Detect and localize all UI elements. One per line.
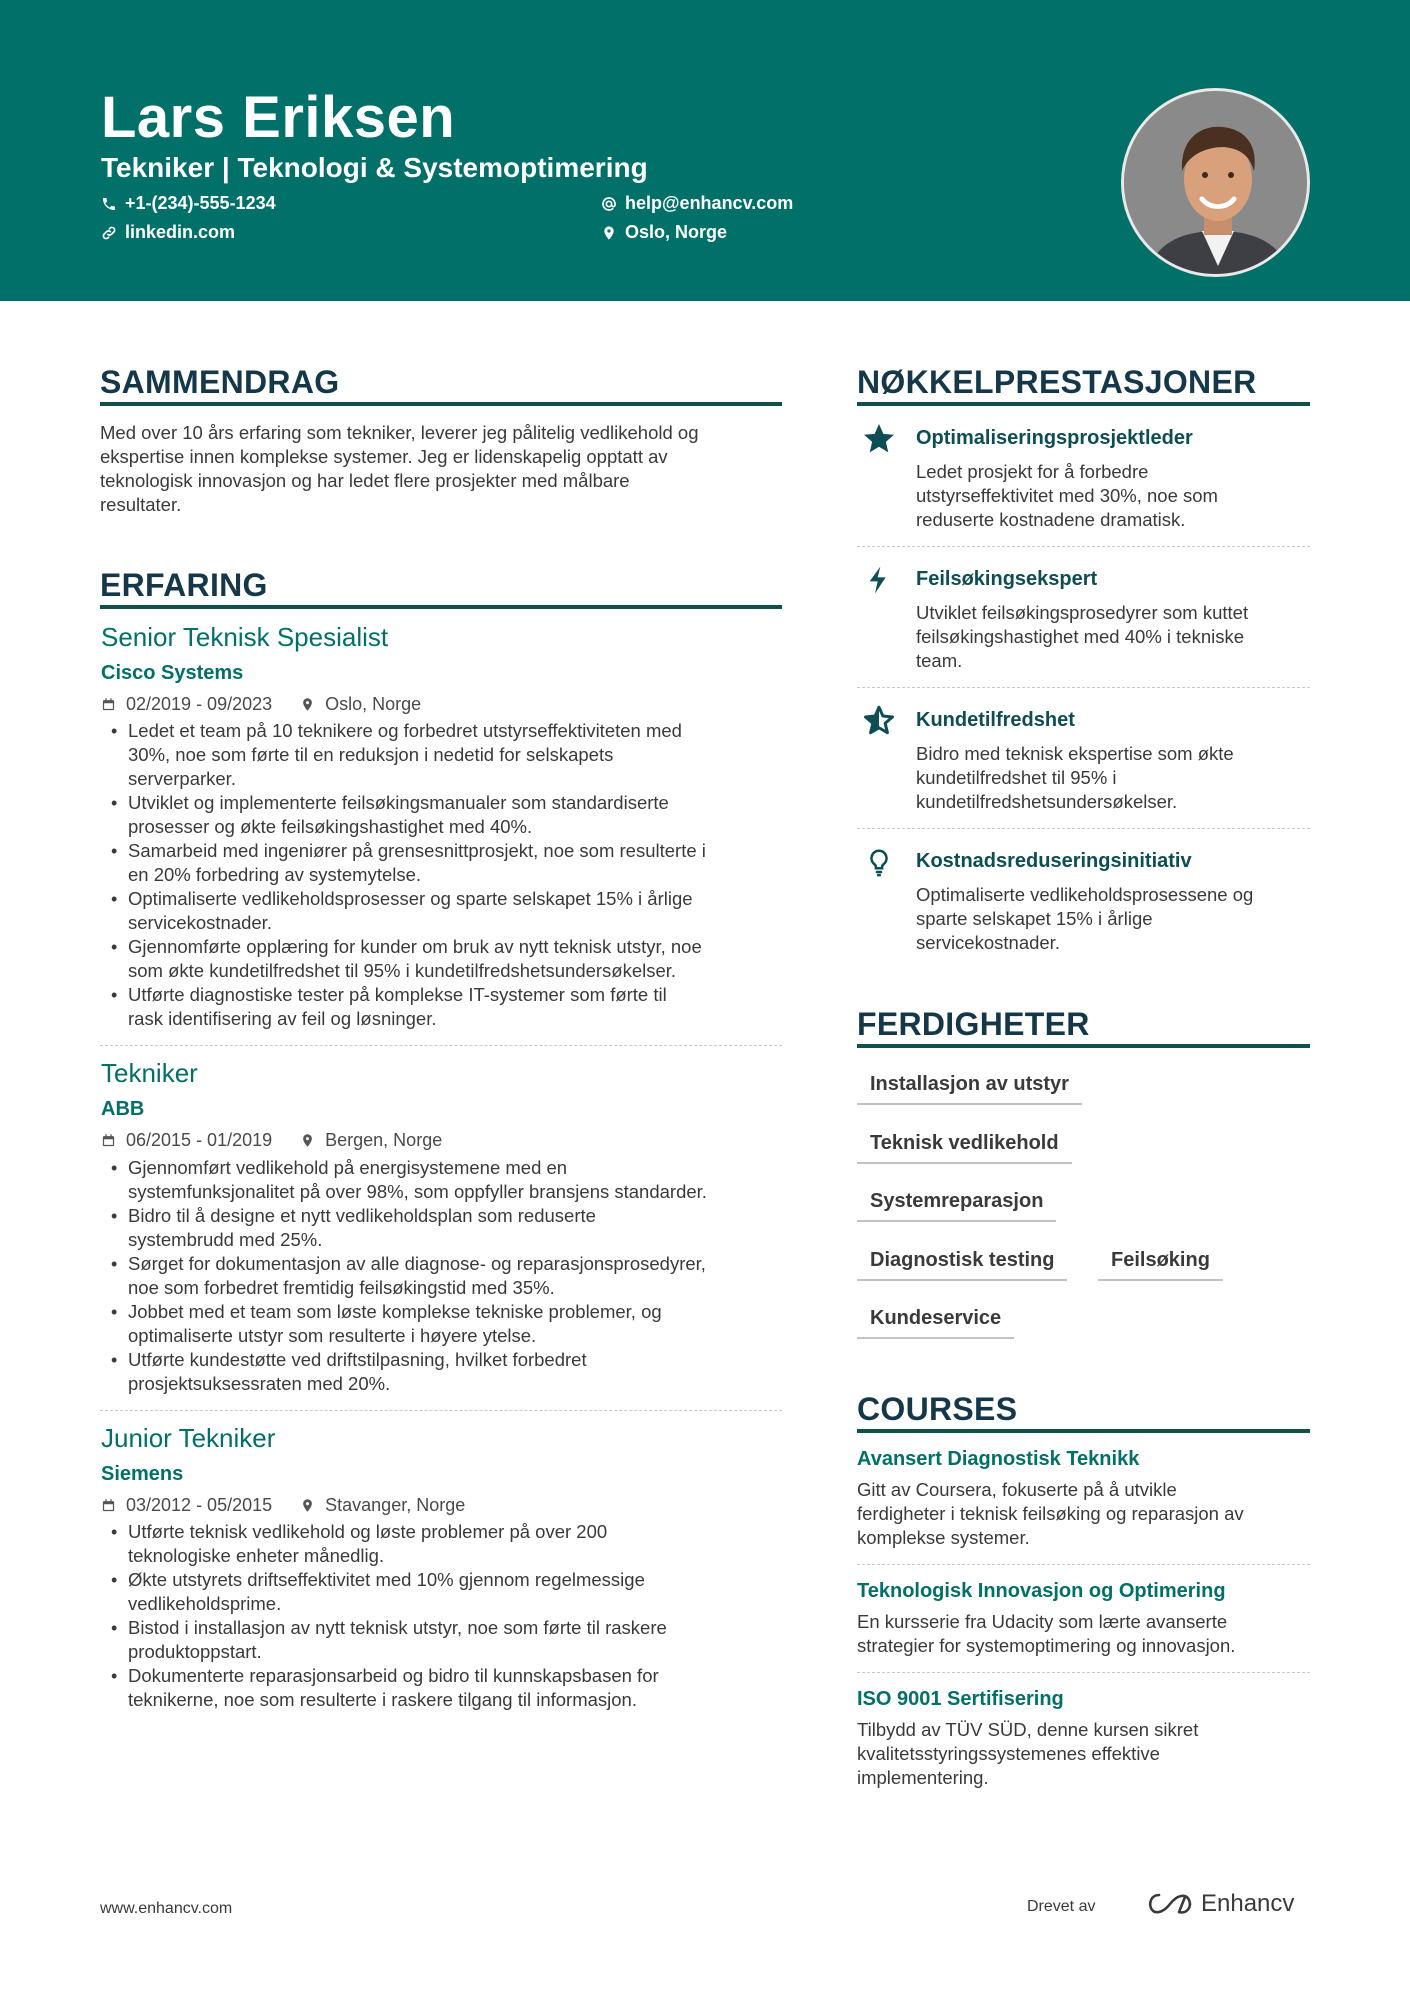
bullet-item: • Utviklet og implementerte feilsøkingsmanualer som standardiserte prosesser og økte feilsøkingshastighet med 40%. (101, 791, 791, 839)
profile-photo (1121, 88, 1310, 277)
experience-rule (100, 605, 782, 609)
experience-heading: ERFARING (100, 567, 268, 603)
course-title: ISO 9001 Sertifisering (857, 1688, 1064, 1710)
contact-email[interactable] (601, 193, 793, 214)
course-desc: Tilbydd av TÜV SÜD, denne kursen sikret kvalitetsstyringssystemenes effektive implementering. (857, 1719, 1199, 1788)
lightbulb-icon (860, 843, 898, 881)
course-desc: En kursserie fra Udacity som lærte avanserte strategier for systemoptimering og innovasjon. (857, 1611, 1236, 1656)
star-icon (860, 420, 898, 458)
contact-location (601, 222, 727, 243)
job-dates: 06/2015 - 01/2019 (126, 1130, 273, 1150)
skill-tag: Systemreparasjon (857, 1190, 1056, 1222)
courses-rule (857, 1429, 1310, 1433)
skill-tag: Installasjon av utstyr (857, 1073, 1082, 1105)
job-bullets (101, 719, 791, 1031)
calendar-icon (101, 1498, 116, 1513)
enhancv-logo-icon (1147, 1891, 1193, 1917)
job-role: Senior Teknisk Spesialist (101, 622, 389, 652)
bullet-item: • Utførte kundestøtte ved driftstilpasning, hvilket forbedret prosjektsuksessraten med 20%. (101, 1348, 791, 1396)
bullet-item: • Samarbeid med ingeniører på grensesnittprosjekt, noe som resulterte i en 20% forbedring av systemytelse. (101, 839, 791, 887)
enhancv-logo[interactable] (1147, 1890, 1294, 1918)
summary-line: teknologisk innovasjon og har ledet flere prosjekter med målbare (100, 470, 630, 491)
summary-line: Med over 10 års erfaring som tekniker, leverer jeg pålitelig vedlikehold og (100, 422, 699, 443)
course-title: Teknologisk Innovasjon og Optimering (857, 1580, 1226, 1602)
bullet-item: • Økte utstyrets driftseffektivitet med 10% gjennom regelmessige vedlikeholdsprime. (101, 1568, 791, 1616)
bullet-item: • Utførte teknisk vedlikehold og løste problemer på over 200 teknologiske enheter månedlig. (101, 1520, 791, 1568)
achievement-desc: Bidro med teknisk ekspertise som økte kundetilfredshet til 95% i kundetilfredshetsundersøkelser. (916, 743, 1234, 812)
job-location (300, 694, 421, 715)
achievement-desc: Utviklet feilsøkingsprosedyrer som kuttet feilsøkingshastighet med 40% i tekniske team. (916, 602, 1249, 671)
achievements-heading: NØKKELPRESTASJONER (857, 364, 1257, 400)
enhancv-brand-text: Enhancv (1201, 1890, 1295, 1917)
bullet-item: • Bistod i installasjon av nytt teknisk utstyr, noe som førte til raskere produktoppstart. (101, 1616, 791, 1664)
footer-powered-by: Drevet av (1027, 1898, 1096, 1915)
skills-rule (857, 1044, 1310, 1048)
job-location (300, 1495, 465, 1516)
skills-heading: FERDIGHETER (857, 1006, 1090, 1042)
summary-line: resultater. (100, 494, 182, 515)
achievement-desc: Ledet prosjekt for å forbedre utstyrseffektivitet med 30%, noe som reduserte kostnadene dramatisk. (916, 461, 1218, 530)
summary-text (100, 421, 800, 517)
courses-heading: COURSES (857, 1391, 1018, 1427)
calendar-icon (101, 1133, 116, 1148)
divider (857, 1564, 1310, 1565)
bullet-item: • Ledet et team på 10 teknikere og forbedret utstyrseffektiviteten med 30%, noe som førte til en reduksjon i nedetid for selskapets serverparker. (101, 719, 791, 791)
link-icon (101, 225, 117, 241)
job-dates: 03/2012 - 05/2015 (126, 1495, 273, 1515)
location-pin-icon (300, 697, 315, 712)
footer-url[interactable]: www.enhancv.com (100, 1900, 233, 1917)
job-location-text: Oslo, Norge (325, 694, 422, 714)
job-location (300, 1130, 442, 1151)
job-role: Junior Tekniker (101, 1423, 276, 1453)
divider (100, 1410, 782, 1411)
bullet-item: • Sørget for dokumentasjon av alle diagnose- og reparasjonsprosedyrer, noe som forbedret fremtidig feilsøkingstid med 35%. (101, 1252, 791, 1300)
contact-phone[interactable] (101, 193, 276, 214)
divider (857, 1672, 1310, 1673)
bullet-item: • Gjennomførte opplæring for kunder om bruk av nytt teknisk utstyr, noe som økte kundetilfredshet til 95% i kundetilfredshetsundersøkelser. (101, 935, 791, 983)
lightning-icon (860, 561, 898, 599)
skill-tag: Kundeservice (857, 1307, 1014, 1339)
summary-heading: SAMMENDRAG (100, 364, 340, 400)
job-bullets (101, 1520, 791, 1712)
phone-text: +1-(234)-555-1234 (125, 193, 276, 213)
achievement-title: Kostnadsreduseringsinitiativ (916, 850, 1192, 872)
achievements-rule (857, 402, 1310, 406)
job-location-text: Stavanger, Norge (325, 1495, 466, 1515)
job-meta (101, 1495, 465, 1516)
divider (857, 546, 1310, 547)
header-banner (0, 0, 1410, 301)
job-company: Siemens (101, 1463, 184, 1485)
location-text: Oslo, Norge (625, 222, 728, 242)
achievement-desc: Optimaliserte vedlikeholdsprosessene og sparte selskapet 15% i årlige servicekostnader. (916, 884, 1254, 953)
bullet-item: • Jobbet med et team som løste komplekse tekniske problemer, og optimaliserte utstyr som resulterte i høyere ytelse. (101, 1300, 791, 1348)
job-company: ABB (101, 1098, 145, 1120)
skill-tag: Diagnostisk testing (857, 1249, 1067, 1281)
job-company: Cisco Systems (101, 662, 244, 684)
candidate-name: Lars Eriksen (101, 85, 456, 150)
job-meta (101, 1130, 442, 1151)
achievement-title: Optimaliseringsprosjektleder (916, 427, 1193, 449)
course-desc: Gitt av Coursera, fokuserte på å utvikle ferdigheter i teknisk feilsøking og reparasjon av komplekse systemer. (857, 1479, 1244, 1548)
location-pin-icon (300, 1498, 315, 1513)
achievement-title: Feilsøkingsekspert (916, 568, 1098, 590)
course-title: Avansert Diagnostisk Teknikk (857, 1448, 1140, 1470)
job-bullets (101, 1156, 791, 1396)
star-outline-icon (860, 702, 898, 740)
at-icon (601, 196, 617, 212)
job-location-text: Bergen, Norge (325, 1130, 443, 1150)
divider (857, 687, 1310, 688)
contact-linkedin[interactable] (101, 222, 235, 243)
email-text: help@enhancv.com (625, 193, 794, 213)
skill-tag: Teknisk vedlikehold (857, 1132, 1072, 1164)
bullet-item: • Utførte diagnostiske tester på komplekse IT-systemer som førte til rask identifisering av feil og løsninger. (101, 983, 791, 1031)
summary-line: ekspertise innen komplekse systemer. Jeg er lidenskapelig opptatt av (100, 446, 668, 467)
location-pin-icon (601, 225, 617, 241)
bullet-item: • Gjennomført vedlikehold på energisystemene med en systemfunksjonalitet på over 98%, som oppfyller bransjens standarder. (101, 1156, 791, 1204)
bullet-item: • Bidro til å designe et nytt vedlikeholdsplan som reduserte systembrudd med 25%. (101, 1204, 791, 1252)
bullet-item: • Dokumenterte reparasjonsarbeid og bidro til kunnskapsbasen for teknikerne, noe som resulterte i raskere tilgang til informasjon. (101, 1664, 791, 1712)
job-dates: 02/2019 - 09/2023 (126, 694, 273, 714)
job-meta (101, 694, 421, 715)
divider (857, 828, 1310, 829)
summary-rule (100, 402, 782, 406)
phone-icon (101, 196, 117, 212)
skill-tag: Feilsøking (1098, 1249, 1223, 1281)
location-pin-icon (300, 1133, 315, 1148)
calendar-icon (101, 697, 116, 712)
job-role: Tekniker (101, 1058, 198, 1088)
candidate-title: Tekniker | Teknologi & Systemoptimering (101, 152, 648, 183)
divider (100, 1045, 782, 1046)
bullet-item: • Optimaliserte vedlikeholdsprosesser og sparte selskapet 15% i årlige servicekostnader. (101, 887, 791, 935)
achievement-title: Kundetilfredshet (916, 709, 1075, 731)
linkedin-text: linkedin.com (125, 222, 236, 242)
